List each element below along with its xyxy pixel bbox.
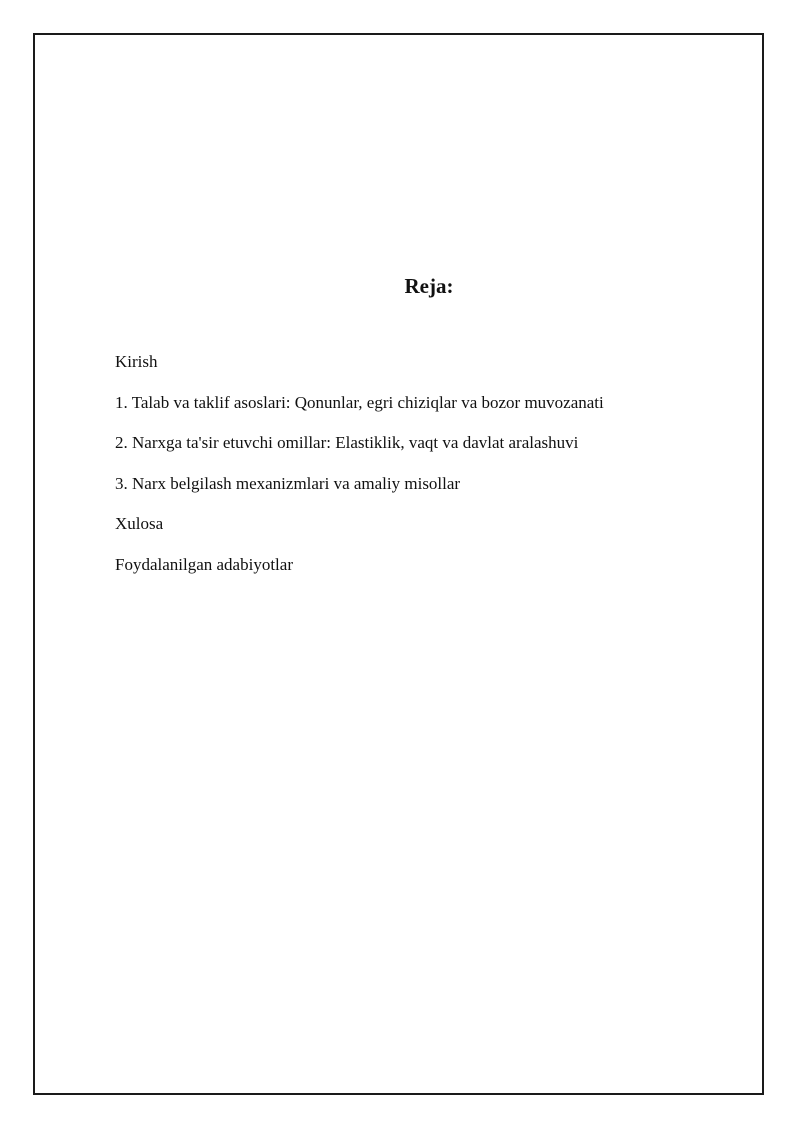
toc-item-references: Foydalanilgan adabiyotlar <box>115 554 293 574</box>
toc-item-2: 2. Narxga ta'sir etuvchi omillar: Elastiklik, vaqt va davlat aralashuvi <box>115 433 579 452</box>
table-of-contents <box>115 351 604 594</box>
page-title: Reja: <box>404 274 454 298</box>
toc-item-conclusion: Xulosa <box>115 514 164 533</box>
toc-item-1: 1. Talab va taklif asoslari: Qonunlar, egri chiziqlar va bozor muvozanati <box>115 392 604 412</box>
toc-item-3: 3. Narx belgilash mexanizmlari va amaliy misollar <box>115 473 461 493</box>
toc-item-intro: Kirish <box>115 352 158 371</box>
